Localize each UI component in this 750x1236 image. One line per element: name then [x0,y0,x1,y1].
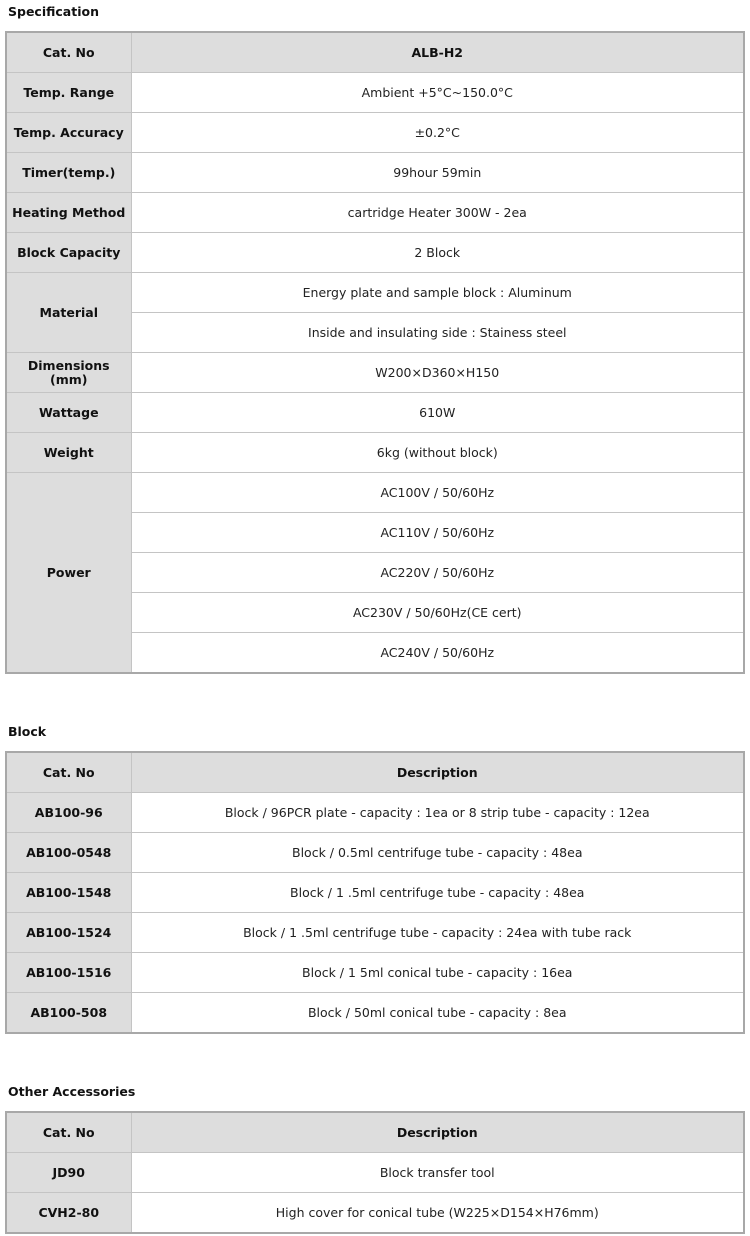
block-description: Block / 1 5ml conical tube - capacity : 16ea [131,953,744,993]
block-cat: AB100-0548 [6,833,131,873]
table-row [6,993,744,1034]
table-row [6,833,744,873]
table-row [6,113,744,153]
table-row [6,73,744,113]
specification-table [5,31,745,674]
block-table [5,751,745,1034]
block-title: Block [8,724,47,739]
spec-label-temp-accuracy: Temp. Accuracy [6,113,131,153]
spec-label-power: Power [6,473,131,674]
spec-header-model: ALB-H2 [131,32,744,73]
accessories-table [5,1111,745,1234]
spec-value-material-1: Energy plate and sample block : Aluminum [131,273,744,313]
spec-value-power-4: AC230V / 50/60Hz(CE cert) [131,593,744,633]
spec-header-label: Cat. No [6,32,131,73]
table-row [6,273,744,313]
accessory-description: Block transfer tool [131,1153,744,1193]
spec-label-block-capacity: Block Capacity [6,233,131,273]
spec-label-weight: Weight [6,433,131,473]
spec-value-power-5: AC240V / 50/60Hz [131,633,744,674]
spec-label-dimensions: Dimensions (mm) [6,353,131,393]
table-row [6,1193,744,1234]
spec-label-temp-range: Temp. Range [6,73,131,113]
table-row [6,473,744,513]
block-cat: AB100-508 [6,993,131,1034]
spec-value-power-3: AC220V / 50/60Hz [131,553,744,593]
block-header-cat: Cat. No [6,752,131,793]
block-description: Block / 50ml conical tube - capacity : 8ea [131,993,744,1034]
table-row [6,193,744,233]
table-row [6,953,744,993]
block-cat: AB100-1516 [6,953,131,993]
table-row [6,793,744,833]
spec-value-temp-range: Ambient +5°C~150.0°C [131,73,744,113]
table-row [6,353,744,393]
table-row [6,153,744,193]
spec-value-temp-accuracy: ±0.2°C [131,113,744,153]
block-description: Block / 0.5ml centrifuge tube - capacity : 48ea [131,833,744,873]
spec-value-power-2: AC110V / 50/60Hz [131,513,744,553]
accessory-description: High cover for conical tube (W225×D154×H76mm) [131,1193,744,1234]
block-cat: AB100-1524 [6,913,131,953]
block-cat: AB100-96 [6,793,131,833]
table-row [6,1112,744,1153]
table-row [6,1153,744,1193]
spec-value-heating-method: cartridge Heater 300W - 2ea [131,193,744,233]
block-description: Block / 96PCR plate - capacity : 1ea or 8 strip tube - capacity : 12ea [131,793,744,833]
table-row [6,913,744,953]
spec-label-heating-method: Heating Method [6,193,131,233]
spec-value-timer: 99hour 59min [131,153,744,193]
table-row [6,233,744,273]
accessory-cat: JD90 [6,1153,131,1193]
table-row [6,393,744,433]
spec-value-power-1: AC100V / 50/60Hz [131,473,744,513]
spec-value-wattage: 610W [131,393,744,433]
specification-title: Specification [8,4,99,19]
spec-label-timer: Timer(temp.) [6,153,131,193]
accessories-title: Other Accessories [8,1084,136,1099]
block-description: Block / 1 .5ml centrifuge tube - capacity : 24ea with tube rack [131,913,744,953]
table-row [6,32,744,73]
accessories-header-description: Description [131,1112,744,1153]
spec-value-block-capacity: 2 Block [131,233,744,273]
accessories-header-cat: Cat. No [6,1112,131,1153]
block-header-description: Description [131,752,744,793]
spec-value-material-2: Inside and insulating side : Stainess steel [131,313,744,353]
table-row [6,873,744,913]
block-cat: AB100-1548 [6,873,131,913]
spec-value-dimensions: W200×D360×H150 [131,353,744,393]
block-description: Block / 1 .5ml centrifuge tube - capacity : 48ea [131,873,744,913]
table-row [6,433,744,473]
spec-label-material: Material [6,273,131,353]
spec-label-wattage: Wattage [6,393,131,433]
spec-value-weight: 6kg (without block) [131,433,744,473]
table-row [6,752,744,793]
accessory-cat: CVH2-80 [6,1193,131,1234]
